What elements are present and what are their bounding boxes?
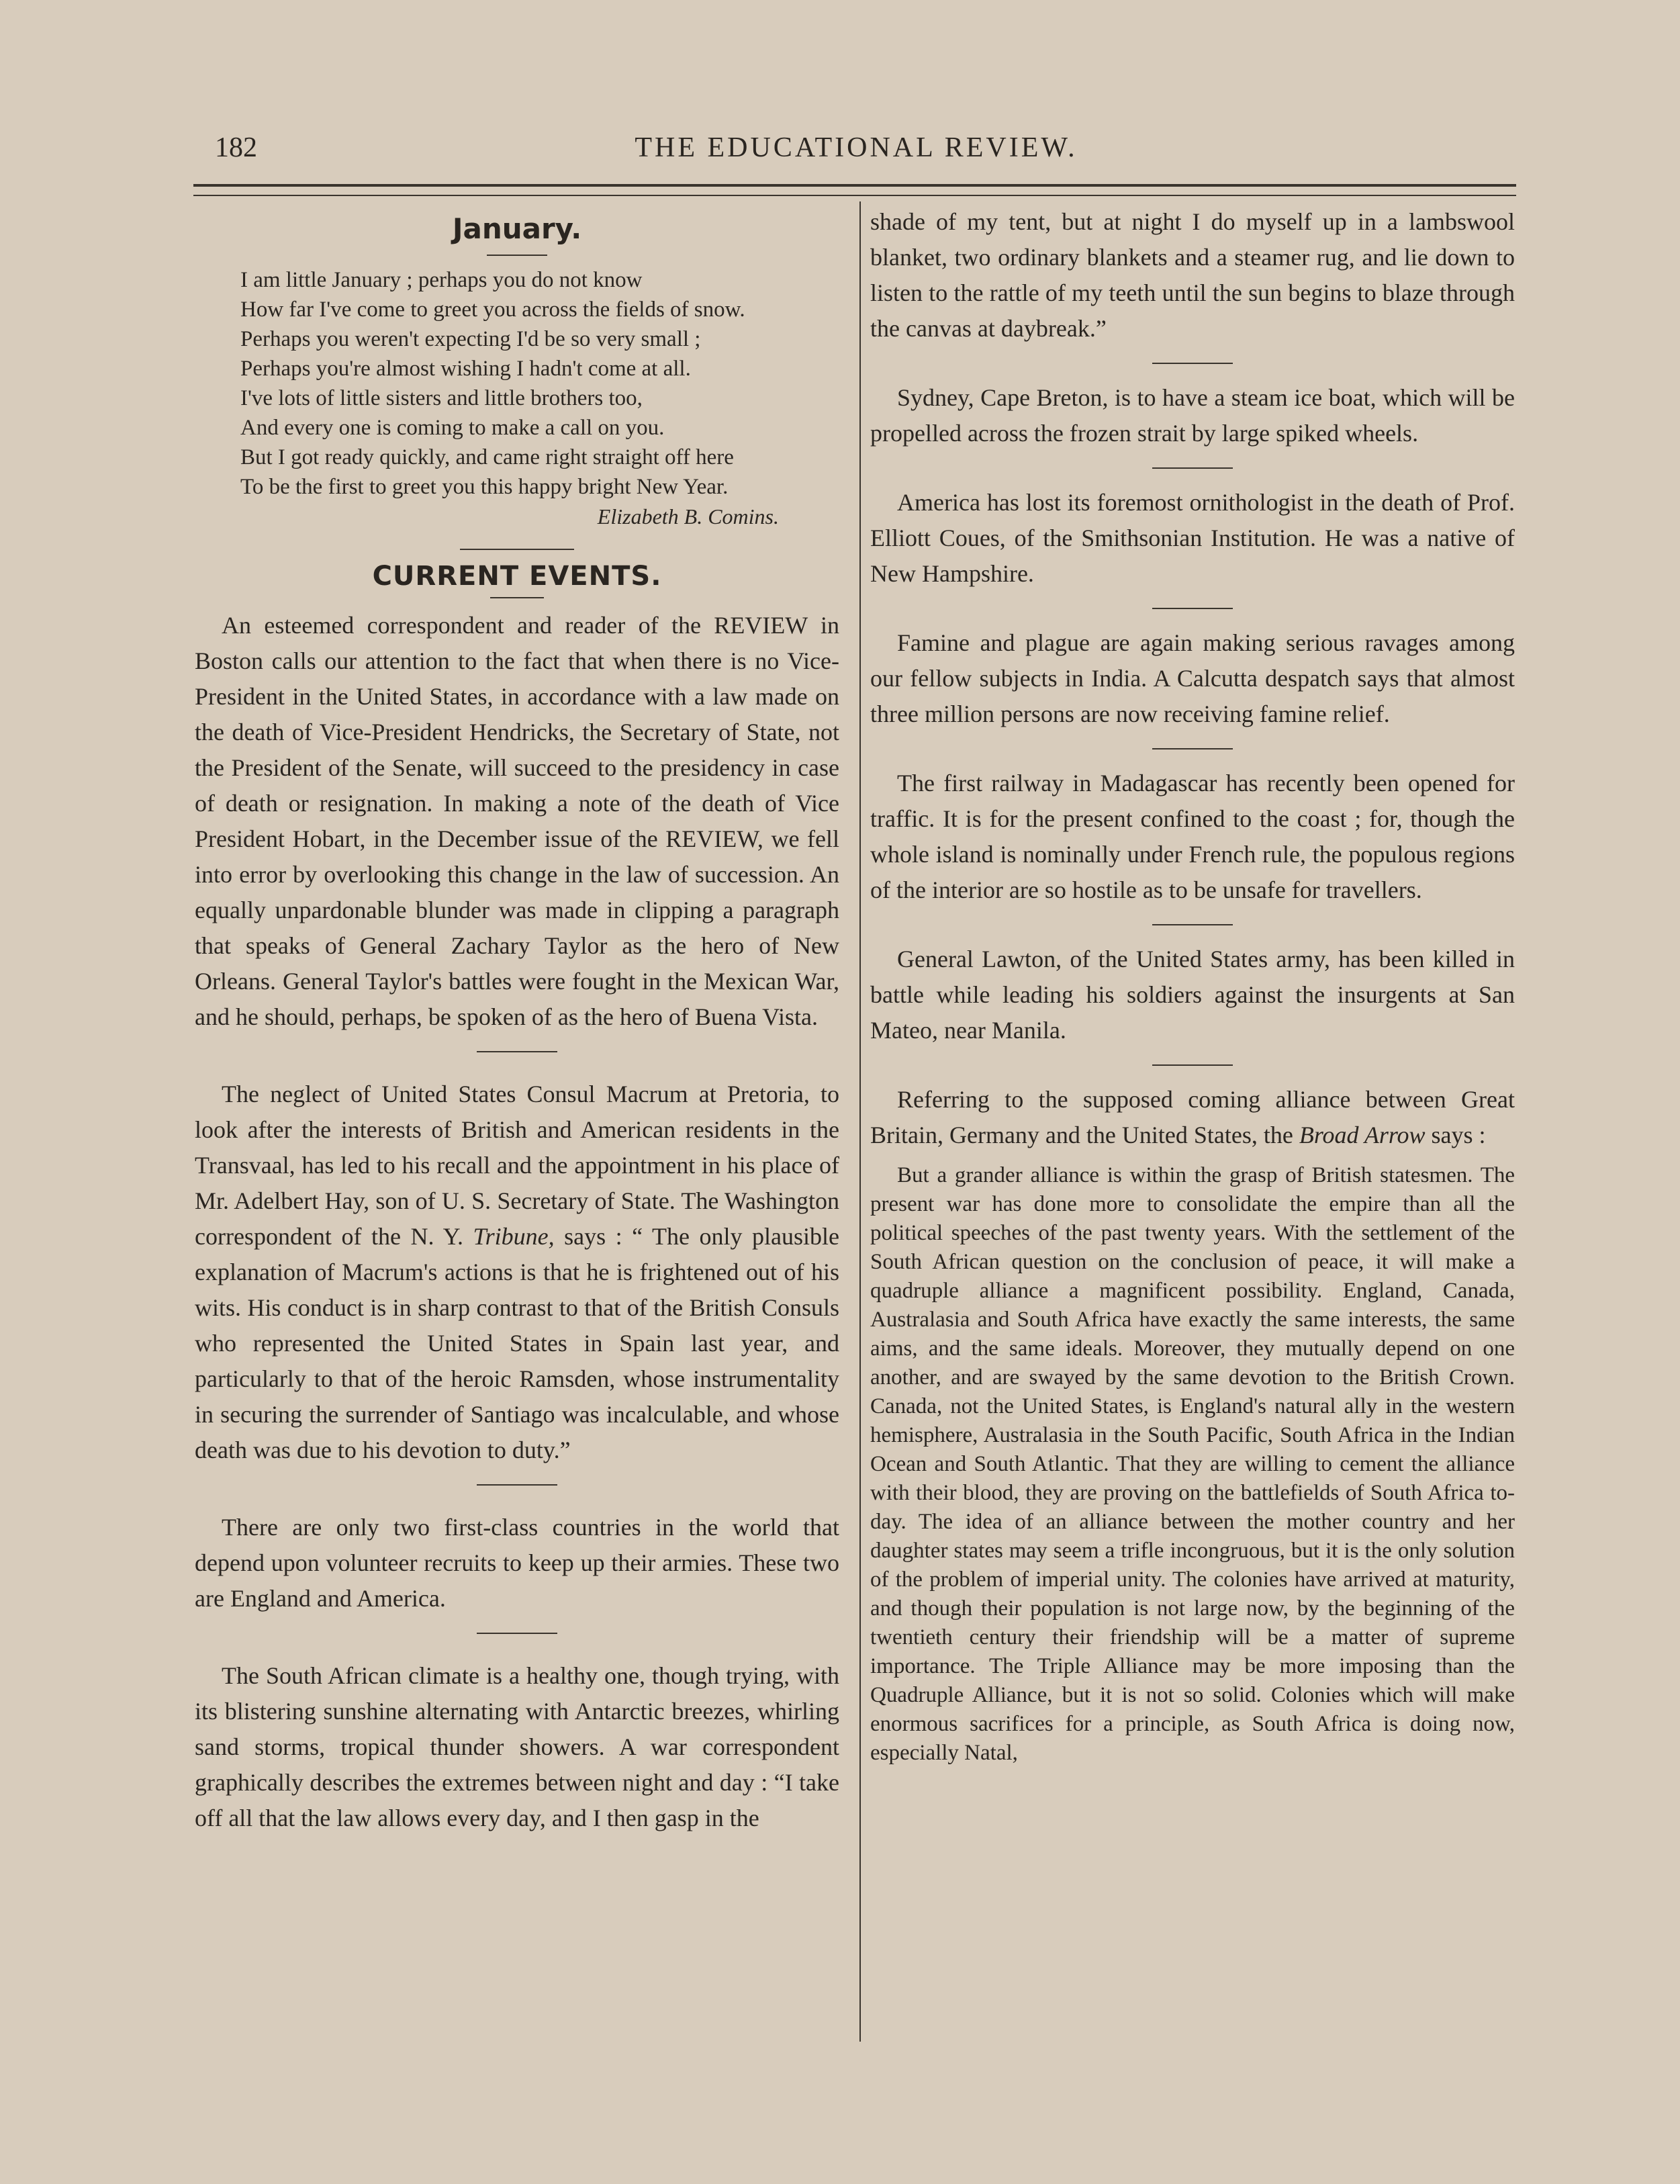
text-run: says :: [1425, 1122, 1486, 1148]
article-paragraph: There are only two first-class countries in the world that depend upon volunteer recruits to keep up their armies. These two are England and America.: [195, 1514, 839, 1612]
running-title: THE EDUCATIONAL REVIEW.: [635, 132, 1078, 163]
divider: [487, 255, 547, 256]
article-paragraph: America has lost its foremost ornithologist in the death of Prof. Elliott Coues, of the Smithsonian Institution. He was a native of New Hampshire.: [870, 489, 1515, 587]
article-paragraph: General Lawton, of the United States army, has been killed in battle while leading his soldiers against the insurgents at San Mateo, near Manila.: [870, 946, 1515, 1044]
divider: [1152, 608, 1233, 609]
text-run: says : “ The only plausible explanation of Macrum's actions is that he is frightened out of his wits. His conduct is in sharp contrast to that of the British Consuls who represented the United States in Spain last year, and particularly to that of the heroic Ramsden, whose instrumentality in securing the surrender of Santiago was incalculable, and whose death was due to his devotion to duty.”: [195, 1223, 839, 1463]
poem-body: [240, 265, 839, 502]
header-rule-thin: [193, 195, 1516, 196]
right-column: [870, 201, 1515, 1768]
left-column: [195, 201, 839, 1852]
article-paragraph: [870, 1082, 1515, 1153]
divider: [477, 1484, 557, 1486]
page-header: [195, 132, 1518, 172]
poem-line: To be the first to greet you this happy bright New Year.: [240, 475, 729, 499]
poem-line: How far I've come to greet you across the fields of snow.: [240, 298, 745, 322]
divider: [1152, 748, 1233, 749]
header-rule: [193, 184, 1516, 187]
divider: [1152, 467, 1233, 469]
divider: [1152, 1064, 1233, 1066]
divider: [1152, 924, 1233, 925]
divider: [460, 549, 574, 550]
poem-line: I've lots of little sisters and little brothers too,: [240, 386, 643, 410]
article-paragraph: [195, 1077, 839, 1468]
article-paragraph: The first railway in Madagascar has recently been opened for traffic. It is for the present confined to the coast ; for, though the whole island is nominally under French rule, the populous regions of the interior are so hostile as to be unsafe for travellers.: [870, 770, 1515, 903]
newspaper-name: Tribune,: [473, 1223, 555, 1250]
page-number: 182: [215, 132, 257, 163]
divider: [1152, 363, 1233, 364]
section-title: CURRENT EVENTS.: [372, 561, 662, 592]
text-run: The neglect of United States Consul Macrum at Pretoria, to look after the interests of British and American residents in the Transvaal, has led to his recall and the appointment in his place of Mr. Adelbert Hay, son of U. S. Secretary of State. The Washington correspondent of the N. Y.: [195, 1081, 839, 1250]
article-paragraph: Sydney, Cape Breton, is to have a steam ice boat, which will be propelled across the frozen strait by large spiked wheels.: [870, 384, 1515, 447]
poem-line: I am little January ; perhaps you do not know: [240, 268, 643, 292]
quoted-passage: But a grander alliance is within the grasp of British statesmen. The present war has done more to consolidate the empire than all the political speeches of the past twenty years. With the settlement of the South African question on the conclusion of peace, it will make a quadruple alliance a magnificent possibility. England, Canada, Australasia and South Africa have exactly the same interests, the same aims, and the same ideals. Moreover, they mutually depend on one another, and are swayed by the same devotion to the British Crown. Canada, not the United States, is England's natural ally in the western hemisphere, Australasia in the South Pacific, South Africa in the Indian Ocean and South Atlantic. That they are willing to cement the alliance with their blood, they are proving on the battlefields of South Africa to-day. The idea of an alliance between the mother country and her daughter states may seem a trifle incongruous, but it is the only solution of the problem of imperial unity. The colonies have arrived at maturity, and though their population is not large now, by the beginning of the twentieth century their friendship will be a matter of supreme importance. The Triple Alliance may be more imposing than the Quadruple Alliance, but it is not so solid. Colonies which will make enormous sacrifices for a principle, as South Africa is doing now, especially Natal,: [870, 1163, 1515, 1765]
article-paragraph: The South African climate is a healthy one, though trying, with its blistering sunshine alternating with Antarctic breezes, whirling sand storms, tropical thunder showers. A war correspondent graphically describes the extremes between night and day : “I take off all that the law allows every day, and I then gasp in the: [195, 1662, 839, 1831]
newspaper-name: Broad Arrow: [1299, 1122, 1426, 1148]
poem-title: January.: [452, 212, 582, 245]
divider: [477, 1051, 557, 1052]
article-paragraph: Famine and plague are again making serious ravages among our fellow subjects in India. A Calcutta despatch says that almost three million persons are now receiving famine relief.: [870, 629, 1515, 727]
divider: [477, 1633, 557, 1634]
article-paragraph: An esteemed correspondent and reader of the REVIEW in Boston calls our attention to the fact that when there is no Vice-President in the United States, in accordance with a law made on the death of Vice-President Hendricks, the Secretary of State, not the President of the Senate, will succeed to the presidency in case of death or resignation. In making a note of the death of Vice President Hobart, in the December issue of the REVIEW, we fell into error by overlooking this change in the law of succession. An equally unpardonable blunder was made in clipping a paragraph that speaks of General Zachary Taylor as the hero of New Orleans. General Taylor's battles were fought in the Mexican War, and he should, perhaps, be spoken of as the hero of Buena Vista.: [195, 612, 839, 1030]
article-paragraph: shade of my tent, but at night I do myself up in a lambswool blanket, two ordinary blankets and a steamer rug, and lie down to listen to the rattle of my teeth until the sun begins to blaze through the canvas at daybreak.”: [870, 208, 1515, 342]
poem-line: Perhaps you're almost wishing I hadn't come at all.: [240, 357, 691, 381]
poem-line: Perhaps you weren't expecting I'd be so very small ;: [240, 327, 701, 351]
text-run: Referring to the supposed coming alliance between Great Britain, Germany and the United States, the: [870, 1086, 1515, 1148]
poem-line: And every one is coming to make a call on you.: [240, 416, 665, 440]
column-divider: [859, 201, 861, 2042]
poem-line: But I got ready quickly, and came right straight off here: [240, 445, 734, 469]
divider: [490, 597, 544, 598]
poem-author: Elizabeth B. Comins.: [597, 504, 779, 529]
